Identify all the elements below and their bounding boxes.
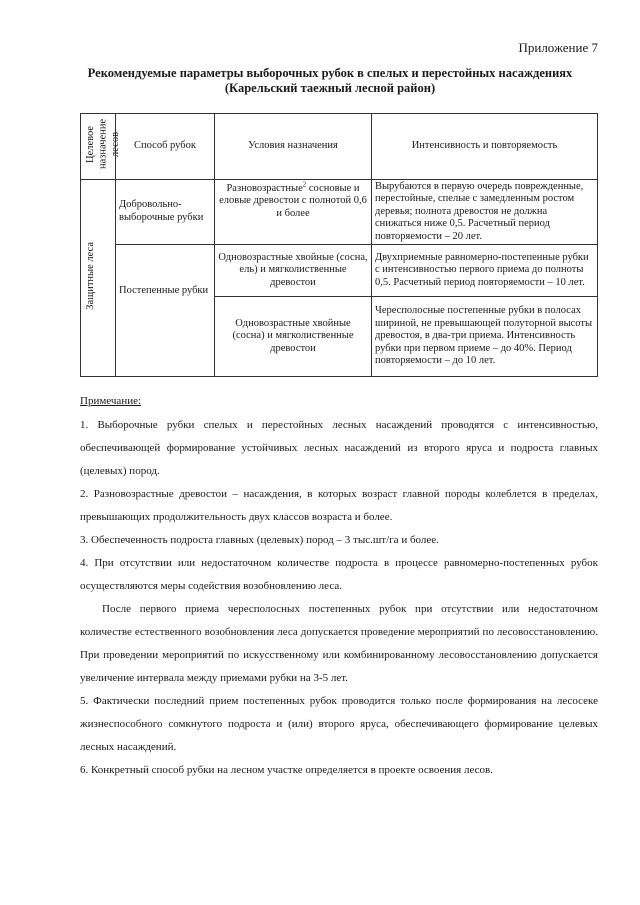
document-title	[60, 66, 600, 96]
parameters-table	[80, 113, 598, 377]
purpose-cell: Защитные леса	[81, 179, 116, 377]
table-row	[81, 245, 598, 297]
note-5: 5. Фактически последний прием постепенных рубок проводится только после формирования на лесосеке жизнеспособного сомкнутого подроста и (или) второго яруса, обеспечивающего формирование целевых лесных насаждений.	[80, 695, 598, 753]
notes-heading: Примечание:	[80, 395, 142, 407]
header-conditions: Условия назначения	[215, 114, 372, 180]
note-1: 1. Выборочные рубки спелых и перестойных лесных насаждений проводятся с интенсивностью, обеспечивающей формирование устойчивых лесных насаждений из второго яруса и подроста главных (целевых) пород.	[80, 419, 598, 477]
title-line-2: (Карельский таежный лесной район)	[224, 81, 436, 95]
method-cell: Постепенные рубки	[116, 245, 215, 377]
note-4-continuation: После первого приема чересполосных постепенных рубок при отсутствии или недостаточном количестве естественного возобновления леса допускается проведение мероприятий по лесовосстановлению. При проведении мероприятий по искусственному или комбинированному лесовосстановлению допускается увеличение интервала между приемами рубки на 3-5 лет.	[80, 603, 598, 684]
intensity-cell: Двухприемные равномерно-постепенные рубки с интенсивностью первого приема до полноты 0,5. Расчетный период повторяемости – 10 лет.	[372, 245, 598, 297]
conditions-cell: Одновозрастные хвойные (сосна) и мягколиственные древостои	[215, 297, 372, 377]
header-method: Способ рубок	[116, 114, 215, 180]
header-purpose: Целевое назначение лесов	[81, 114, 116, 180]
header-intensity: Интенсивность и повторяемость	[372, 114, 598, 180]
note-3: 3. Обеспеченность подроста главных (целевых) пород – 3 тыс.шт/га и более.	[80, 534, 439, 546]
note-2: 2. Разновозрастные древостои – насаждения, в которых возраст главной породы колеблется в пределах, превышающих продолжительность двух классов возраста и более.	[80, 488, 598, 523]
table-row	[81, 179, 598, 245]
intensity-cell: Чересполосные постепенные рубки в полосах шириной, не превышающей полуторной высоты древостоя, в два-три приема. Интенсивность рубки при первом приеме – до 40%. Период повторяемости – до 10 лет.	[372, 297, 598, 377]
title-line-1: Рекомендуемые параметры выборочных рубок в спелых и перестойных насаждениях	[87, 66, 573, 80]
note-4: 4. При отсутствии или недостаточном количестве подроста в процессе равномерно-постепенных рубок осуществляются меры содействия возобновлению леса.	[80, 557, 598, 592]
method-cell: Добровольно-выборочные рубки	[116, 179, 215, 245]
note-6: 6. Конкретный способ рубки на лесном участке определяется в проекте освоения лесов.	[80, 764, 493, 776]
conditions-cell: Одновозрастные хвойные (сосна, ель) и мягколиственные древостои	[215, 245, 372, 297]
conditions-cell: Разновозрастные$^2$ сосновые и еловые древостои с полнотой 0,6 и более	[215, 179, 372, 245]
table-header-row	[81, 114, 598, 180]
notes-section	[80, 390, 598, 782]
intensity-cell: Вырубаются в первую очередь поврежденные, перестойные, спелые с замедленным ростом деревья; полнота древостоя не должна снижаться ниже 0,5. Расчетный период повторяемости – 20 лет.	[372, 179, 598, 245]
appendix-label: Приложение 7	[518, 40, 598, 55]
